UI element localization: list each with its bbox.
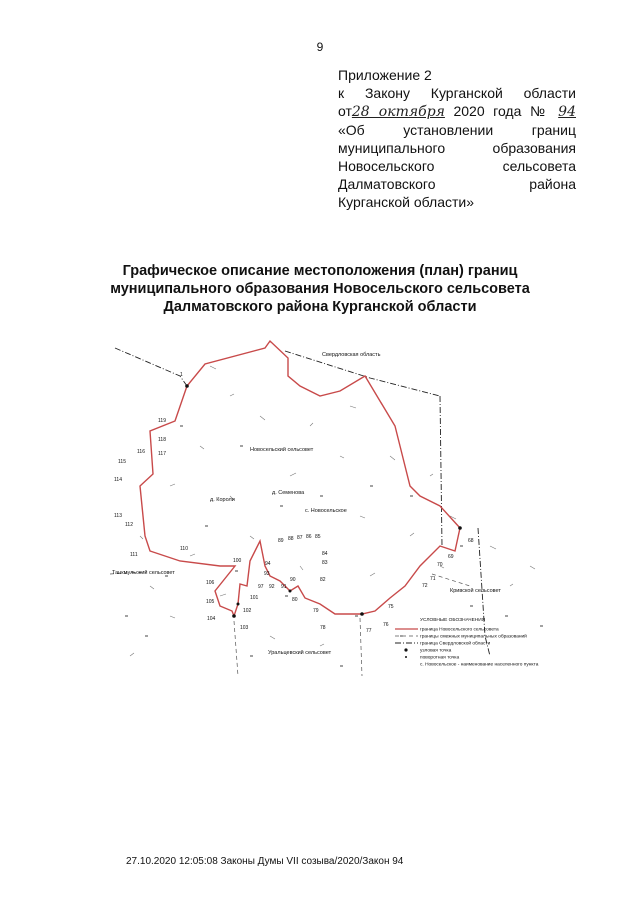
point-label: 113 <box>114 513 122 519</box>
appendix-line-6: Новосельского сельсовета <box>338 158 576 174</box>
point-label: 103 <box>240 625 249 631</box>
point-label: 88 <box>288 536 294 542</box>
appendix-line-7: Далматовского района <box>338 176 576 192</box>
appendix-line-5: муниципального образования <box>338 140 576 156</box>
title-line-2: муниципального образования Новосельского сельсовета <box>110 281 530 297</box>
point-label: 89 <box>278 538 284 544</box>
point-label: 77 <box>366 628 372 634</box>
point-labels <box>114 372 474 634</box>
point-label: 78 <box>320 625 326 631</box>
point-label: 71 <box>430 576 436 582</box>
label-koroli: д. Короли <box>210 497 235 503</box>
date-prefix: от <box>338 103 352 119</box>
appendix-line-8: Курганской области» <box>338 194 475 210</box>
boundary-map <box>110 336 560 688</box>
point-label: 1 <box>180 372 183 378</box>
legend-title: УСЛОВНЫЕ ОБОЗНАЧЕНИЯ <box>420 618 486 623</box>
appendix-header <box>338 66 576 211</box>
label-novoselsky: Новосельский сельсовет <box>250 447 314 453</box>
point-label: 100 <box>233 558 242 564</box>
point-label: 69 <box>448 554 454 560</box>
label-uralitsky: Уральцевский сельсовет <box>268 650 332 656</box>
date-handwritten: 28 октября <box>351 104 445 120</box>
label-tanyshulsky: Танкмульский сельсовет <box>112 570 175 576</box>
appendix-line-4: «Об установлении границ <box>338 122 576 138</box>
point-label: 68 <box>468 538 474 544</box>
appendix-line-1: Приложение 2 <box>338 67 432 83</box>
label-semenova: д. Семенова <box>272 490 305 496</box>
point-label: 101 <box>250 595 259 601</box>
footer-registration: 27.10.2020 12:05:08 Законы Думы VII созыва/2020/Закон 94 <box>126 856 404 867</box>
point-label: 111 <box>130 552 138 558</box>
point-label: 75 <box>388 604 394 610</box>
legend-item-sverdlovsk: граница Свердловской области <box>420 641 491 647</box>
law-number-handwritten: 94 <box>558 104 576 120</box>
point-label: 79 <box>313 608 319 614</box>
novoselsky-boundary <box>140 341 460 616</box>
point-label: 93 <box>264 571 270 577</box>
legend-swatch-node <box>404 648 407 651</box>
label-kriwsky: Кривской сельсовет <box>450 588 501 594</box>
point-label: 82 <box>320 577 326 583</box>
point-label: 118 <box>158 437 166 443</box>
legend-item-adjacent: границы смежных муниципальных образований <box>420 634 527 640</box>
point-label: 110 <box>180 546 188 552</box>
adjacent-boundaries <box>110 572 470 676</box>
legend-item-settlement: с. Новосельское - наименование населенного пункта <box>420 662 539 668</box>
point-label: 80 <box>292 597 298 603</box>
point-label: 112 <box>125 522 133 528</box>
point-label: 119 <box>158 418 166 424</box>
point-label: 114 <box>114 477 122 483</box>
point-label: 87 <box>297 535 303 541</box>
legend-item-node: узловая точка <box>420 648 452 654</box>
point-label: 70 <box>437 562 443 568</box>
legend-item-turn: поворотная точка <box>420 655 460 661</box>
point-label: 86 <box>306 534 312 540</box>
title-line-3: Далматовского района Курганской области <box>163 299 477 315</box>
legend-swatch-turn <box>405 656 407 658</box>
point-label: 116 <box>137 449 145 455</box>
point-label: 115 <box>118 459 126 465</box>
point-label: 117 <box>158 451 166 457</box>
point-label: 76 <box>383 622 389 628</box>
label-sverdlovsk: Свердловская область <box>322 352 381 358</box>
point-label: 104 <box>207 616 216 622</box>
point-label: 102 <box>243 608 252 614</box>
point-label: 84 <box>322 551 328 557</box>
point-label: 91 <box>281 584 287 590</box>
page-number: 9 <box>316 40 324 54</box>
point-label: 97 <box>258 584 264 590</box>
appendix-line-2: к Закону Курганской области <box>338 85 576 101</box>
legend-item-boundary: граница Новосельского сельсовета <box>420 627 499 633</box>
point-label: 83 <box>322 560 328 566</box>
point-label: 94 <box>265 561 271 567</box>
point-label: 72 <box>422 583 428 589</box>
label-novoselskoe: с. Новосельское <box>305 508 347 514</box>
sverdlovsk-region-border <box>115 348 490 656</box>
point-label: 105 <box>206 599 215 605</box>
document-title <box>80 262 560 316</box>
appendix-line-3 <box>338 102 576 121</box>
point-label: 92 <box>269 584 275 590</box>
point-label: 106 <box>206 580 215 586</box>
legend <box>395 617 539 668</box>
title-line-1: Графическое описание местоположения (план) границ <box>122 263 518 279</box>
point-label: 90 <box>290 577 296 583</box>
point-label: 85 <box>315 534 321 540</box>
date-suffix: 2020 года № <box>453 103 550 119</box>
